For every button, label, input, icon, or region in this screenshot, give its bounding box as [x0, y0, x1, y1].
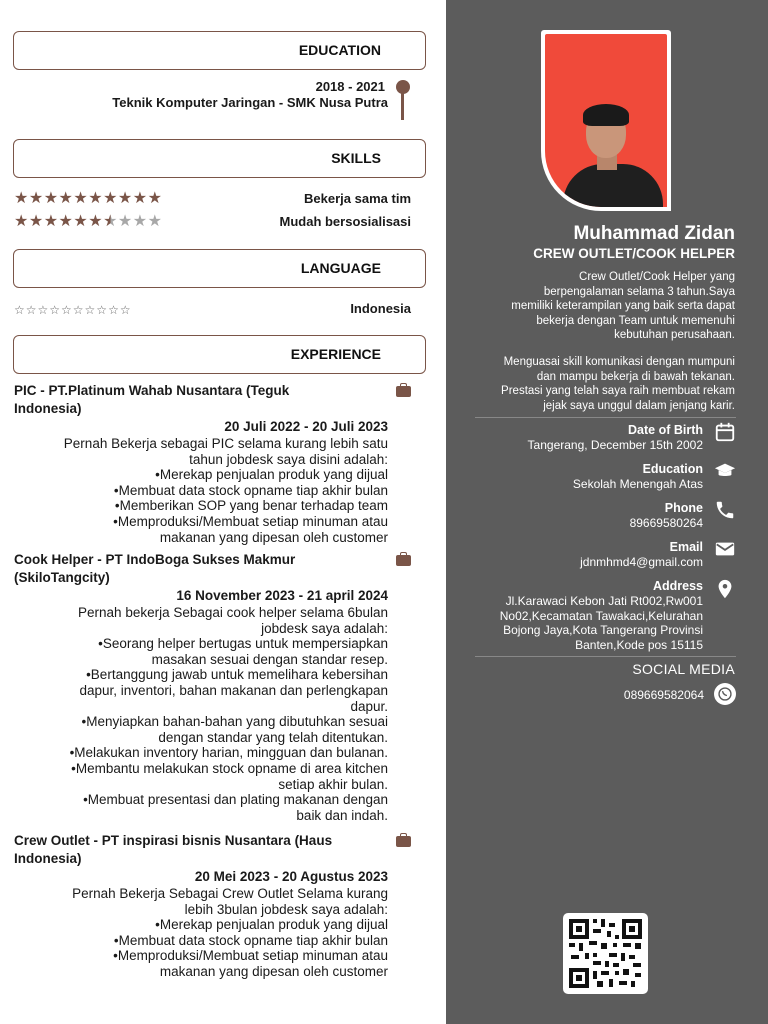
location-pin-icon	[714, 578, 736, 600]
job-desc-line: •Merekap penjualan produk yang dijual	[155, 917, 388, 933]
dob-value: Tangerang, December 15th 2002	[527, 438, 703, 452]
job-desc-line: •Seorang helper bertugas untuk mempersiapkan	[98, 636, 388, 652]
job-desc-line: •Membuat presentasi dan plating makanan dengan	[83, 792, 388, 808]
education-heading: EDUCATION	[298, 42, 381, 58]
job-desc-line: makanan yang dipesan oleh customer	[159, 529, 388, 545]
job-description	[18, 886, 388, 980]
skill-label-social: Mudah bersosialisasi	[279, 214, 411, 229]
job-desc-line: setiap akhir bulan.	[278, 776, 388, 792]
job-desc-line: •Melakukan inventory harian, mingguan dan bulanan.	[69, 745, 388, 761]
address-label: Address	[652, 579, 703, 593]
profile-name: Muhammad Zidan	[573, 223, 735, 244]
job-desc-line: •Bertanggung jawab untuk memelihara kebersihan	[86, 667, 388, 683]
star-rating-social: ★★★★★★★★★★	[14, 213, 163, 230]
person-body	[563, 164, 663, 207]
qr-code	[563, 913, 648, 994]
job-title: Cook Helper - PT IndoBoga Sukses Makmur (SkiloTangcity)	[14, 552, 296, 585]
job-description	[18, 436, 388, 545]
divider	[475, 656, 736, 657]
star-rating-indonesia: ☆☆☆☆☆☆☆☆☆☆	[14, 303, 132, 317]
job-title: PIC - PT.Platinum Wahab Nusantara (Teguk Indonesia)	[14, 383, 290, 416]
qr-code-icon	[563, 913, 648, 994]
summary-line: Prestasi yang telah saya raih membuat rekam	[501, 385, 735, 398]
job-desc-line: •Membuat data stock opname tiap akhir bulan	[113, 482, 388, 498]
experience-heading: EXPERIENCE	[290, 346, 381, 362]
summary-line: jejak saya unggul dalam jenjang karir.	[543, 399, 735, 412]
summary-line: memiliki keterampilan yang baik serta dapat	[511, 300, 735, 313]
whatsapp-icon	[714, 683, 736, 705]
mail-icon	[714, 538, 736, 560]
education-school: Teknik Komputer Jaringan - SMK Nusa Putra	[112, 95, 388, 110]
job-dates: 20 Mei 2023 - 20 Agustus 2023	[194, 869, 388, 884]
job-desc-line: •Memproduksi/Membuat setiap minuman atau	[113, 513, 388, 529]
job-desc-line: dapur, inventori, bahan makanan dan perlengkapan	[79, 682, 388, 698]
timeline-line	[401, 92, 404, 120]
profile-role: CREW OUTLET/COOK HELPER	[533, 246, 735, 261]
job-title: Crew Outlet - PT inspirasi bisnis Nusantara (Haus Indonesia)	[14, 833, 333, 866]
job-description	[18, 605, 388, 823]
address-line: Banten,Kode pos 15115	[575, 637, 703, 652]
language-heading: LANGUAGE	[300, 260, 381, 276]
job-desc-line: jobdesk saya adalah:	[261, 620, 388, 636]
phone-icon	[714, 499, 736, 521]
summary-line: kebutuhan perusahaan.	[614, 329, 735, 342]
job-desc-line: dengan standar yang telah ditentukan.	[158, 729, 388, 745]
phone-value: 89669580264	[629, 516, 703, 530]
phone-label: Phone	[664, 501, 703, 515]
divider	[475, 417, 736, 418]
job-desc-line: tahun jobdesk saya disini adalah:	[189, 451, 388, 467]
job-desc-line: masakan sesuai dengan standar resep.	[151, 651, 388, 667]
dob-label: Date of Birth	[628, 423, 703, 437]
email-label: Email	[669, 540, 703, 554]
job-dates: 16 November 2023 - 21 april 2024	[176, 588, 388, 603]
social-media-heading: SOCIAL MEDIA	[632, 661, 735, 677]
summary-line: berpengalaman selama 3 tahun.Saya	[543, 285, 735, 298]
profile-photo	[545, 34, 667, 207]
job-dates: 20 Juli 2022 - 20 Juli 2023	[224, 419, 388, 434]
education-years: 2018 - 2021	[315, 79, 385, 94]
language-header	[13, 249, 426, 288]
education-value: Sekolah Menengah Atas	[572, 477, 703, 491]
address-value	[463, 594, 703, 652]
calendar-icon	[714, 421, 736, 443]
profile-summary-2	[465, 355, 735, 413]
briefcase-icon	[396, 836, 411, 847]
job-desc-line: lebih 3bulan jobdesk saya adalah:	[184, 901, 388, 917]
experience-header	[13, 335, 426, 374]
job-desc-line: dapur.	[350, 698, 388, 714]
whatsapp-number: 089669582064	[623, 688, 704, 702]
job-desc-line: Pernah bekerja Sebagai cook helper selama 6bulan	[78, 605, 388, 620]
briefcase-icon	[396, 386, 411, 397]
address-line: Jl.Karawaci Kebon Jati Rt002,Rw001	[505, 594, 703, 608]
sidebar	[446, 0, 768, 1024]
skill-label-teamwork: Bekerja sama tim	[304, 191, 411, 206]
graduation-cap-icon	[714, 460, 736, 482]
summary-line: Crew Outlet/Cook Helper yang	[579, 271, 735, 283]
profile-summary	[465, 270, 735, 343]
person-hair	[583, 104, 629, 126]
job-desc-line: •Memproduksi/Membuat setiap minuman atau	[113, 948, 388, 964]
address-line: Bojong Jaya,Kota Tangerang Provinsi	[503, 623, 703, 637]
summary-line: Menguasai skill komunikasi dengan mumpuni	[503, 356, 735, 368]
skills-header	[13, 139, 426, 178]
job-desc-line: makanan yang dipesan oleh customer	[159, 963, 388, 979]
job-desc-line: •Membuat data stock opname tiap akhir bulan	[113, 932, 388, 948]
job-desc-line: Pernah Bekerja Sebagai Crew Outlet Selama kurang	[72, 886, 388, 901]
language-label-indonesia: Indonesia	[350, 301, 411, 316]
star-rating-teamwork: ★★★★★★★★★★	[14, 190, 163, 207]
summary-line: bekerja dengan Team untuk memenuhi	[536, 314, 735, 327]
job-desc-line: baik dan indah.	[296, 807, 388, 823]
briefcase-icon	[396, 555, 411, 566]
job-desc-line: •Menyiapkan bahan-bahan yang dibutuhkan sesuai	[81, 714, 388, 730]
email-value: jdnmhmd4@gmail.com	[580, 555, 703, 569]
job-desc-line: •Membantu melakukan stock opname di area kitchen	[71, 760, 388, 776]
profile-photo-frame	[541, 30, 671, 211]
job-desc-line: Pernah Bekerja sebagai PIC selama kurang lebih satu	[63, 436, 388, 451]
summary-line: dan mampu bekerja di bawah tekanan.	[536, 370, 735, 383]
address-line: No02,Kecamatan Tawakaci,Kelurahan	[499, 608, 703, 623]
job-desc-line: •Memberikan SOP yang benar terhadap team	[114, 498, 388, 514]
job-desc-line: •Merekap penjualan produk yang dijual	[155, 467, 388, 483]
skills-heading: SKILLS	[331, 150, 381, 166]
education-label: Education	[642, 462, 703, 476]
education-header	[13, 31, 426, 70]
